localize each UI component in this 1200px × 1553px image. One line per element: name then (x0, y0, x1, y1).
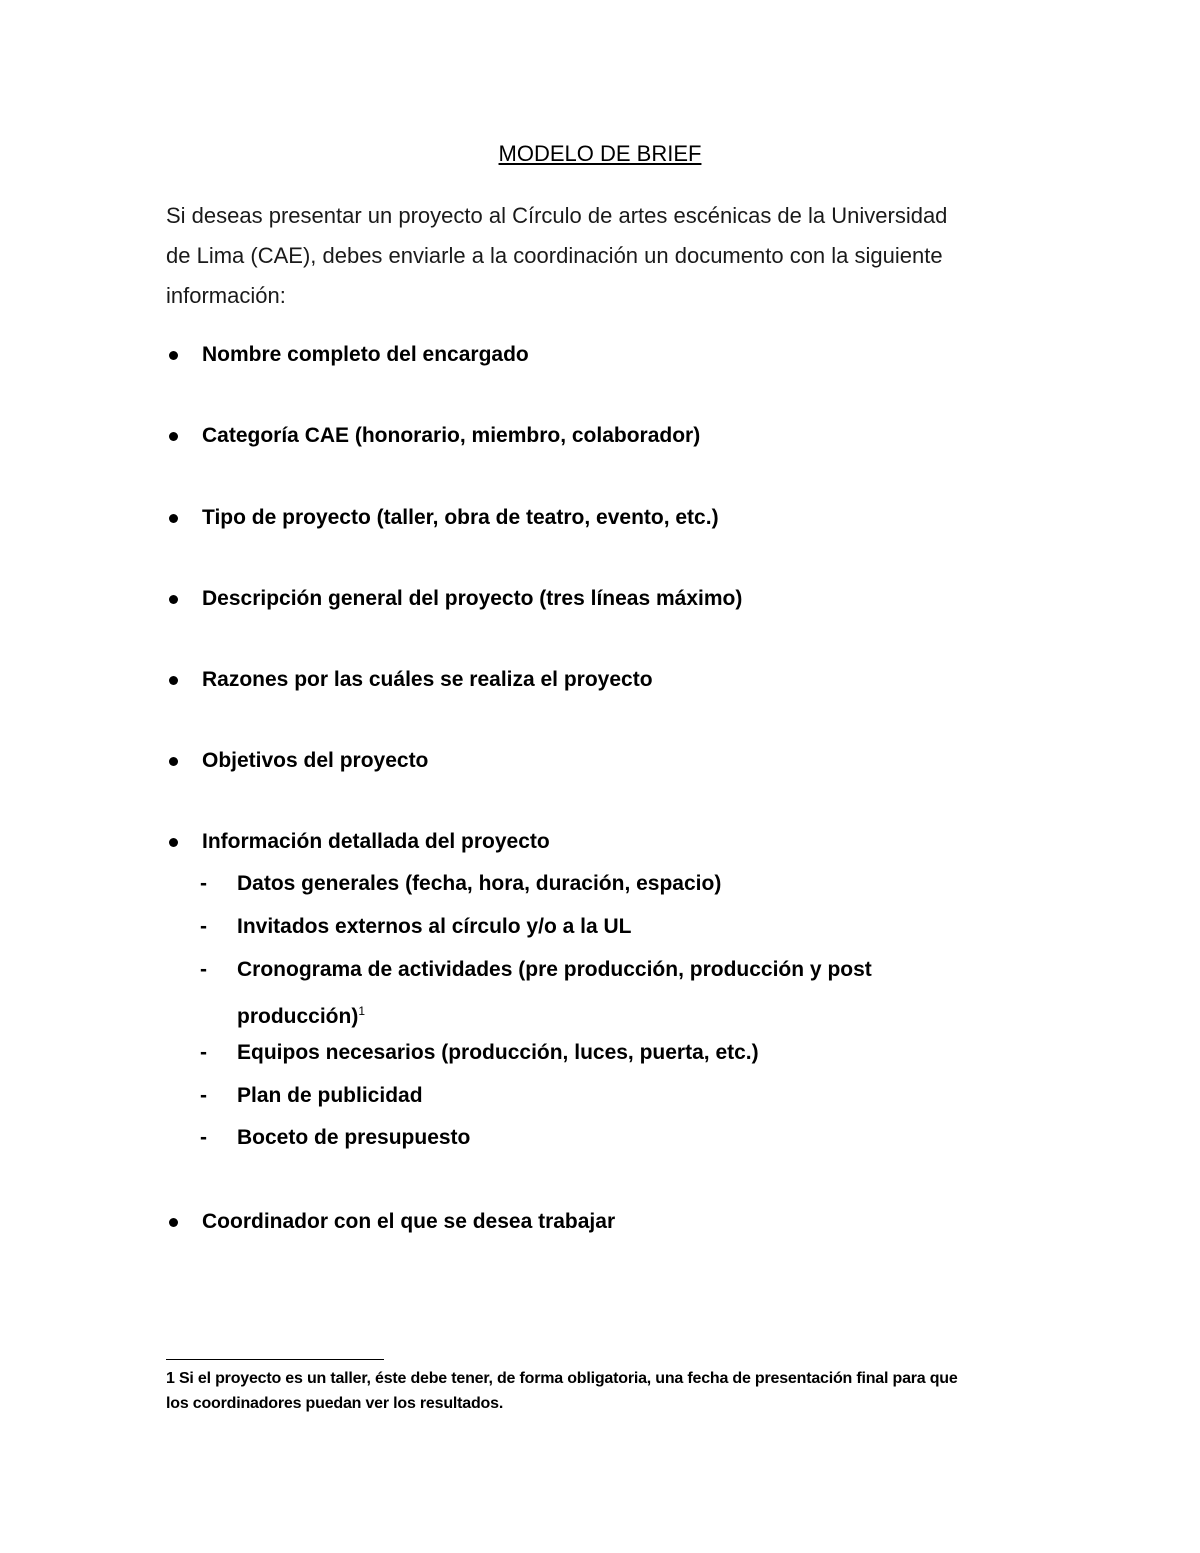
footnote (166, 1366, 1046, 1416)
sub-list-item-label: Cronograma de actividades (pre producción, producción y post (237, 958, 872, 981)
list-item-label: Coordinador con el que se desea trabajar (202, 1210, 616, 1233)
list-item (166, 584, 743, 614)
list-item-label: Información detallada del proyecto (202, 830, 550, 853)
list-item (166, 746, 429, 776)
intro-line: información: (166, 283, 286, 308)
list-item (166, 827, 550, 857)
bullet-icon (169, 1218, 178, 1227)
list-item (166, 503, 719, 533)
bullet-icon (169, 351, 178, 360)
bullet-icon (169, 432, 178, 441)
document-title: MODELO DE BRIEF (498, 141, 702, 166)
list-item-label: Categoría CAE (honorario, miembro, colaborador) (202, 424, 701, 447)
dash-marker: - (200, 958, 207, 981)
sub-list-item-label: Equipos necesarios (producción, luces, puerta, etc.) (237, 1041, 759, 1064)
continuation-text: producción) (237, 1005, 359, 1028)
footnote-reference: 1 (358, 1004, 366, 1018)
list-item-label: Nombre completo del encargado (202, 343, 529, 366)
sub-list-item-label-continued (237, 996, 365, 1032)
sub-list-item-label: Plan de publicidad (237, 1084, 423, 1107)
dash-marker: - (200, 1126, 207, 1149)
bullet-icon (169, 757, 178, 766)
intro-line: de Lima (CAE), debes enviarle a la coordinación un documento con la siguiente (166, 243, 943, 268)
intro-line: Si deseas presentar un proyecto al Círculo de artes escénicas de la Universidad (166, 203, 948, 228)
list-item-label: Tipo de proyecto (taller, obra de teatro, evento, etc.) (202, 506, 719, 529)
dash-marker: - (200, 1041, 207, 1064)
bullet-icon (169, 838, 178, 847)
bullet-icon (169, 595, 178, 604)
dash-marker: - (200, 872, 207, 895)
bullet-icon (169, 676, 178, 685)
sub-list-item-label: Datos generales (fecha, hora, duración, espacio) (237, 872, 722, 895)
bullet-icon (169, 514, 178, 523)
dash-marker: - (200, 915, 207, 938)
list-item (166, 1207, 616, 1237)
list-item-label: Objetivos del proyecto (202, 749, 429, 772)
list-item-label: Descripción general del proyecto (tres líneas máximo) (202, 587, 743, 610)
footnote-line: 1 Si el proyecto es un taller, éste debe tener, de forma obligatoria, una fecha de presentación final para que (166, 1370, 958, 1387)
list-item (166, 421, 701, 451)
sub-list-item-label: Boceto de presupuesto (237, 1126, 471, 1149)
list-item-label: Razones por las cuáles se realiza el proyecto (202, 668, 653, 691)
footnote-line: los coordinadores puedan ver los resultados. (166, 1395, 504, 1412)
dash-marker: - (200, 1084, 207, 1107)
sub-list-item-label: Invitados externos al círculo y/o a la UL (237, 915, 632, 938)
intro-paragraph (166, 196, 1026, 316)
footnote-separator (166, 1359, 384, 1360)
list-item (166, 340, 529, 370)
list-item (166, 665, 653, 695)
